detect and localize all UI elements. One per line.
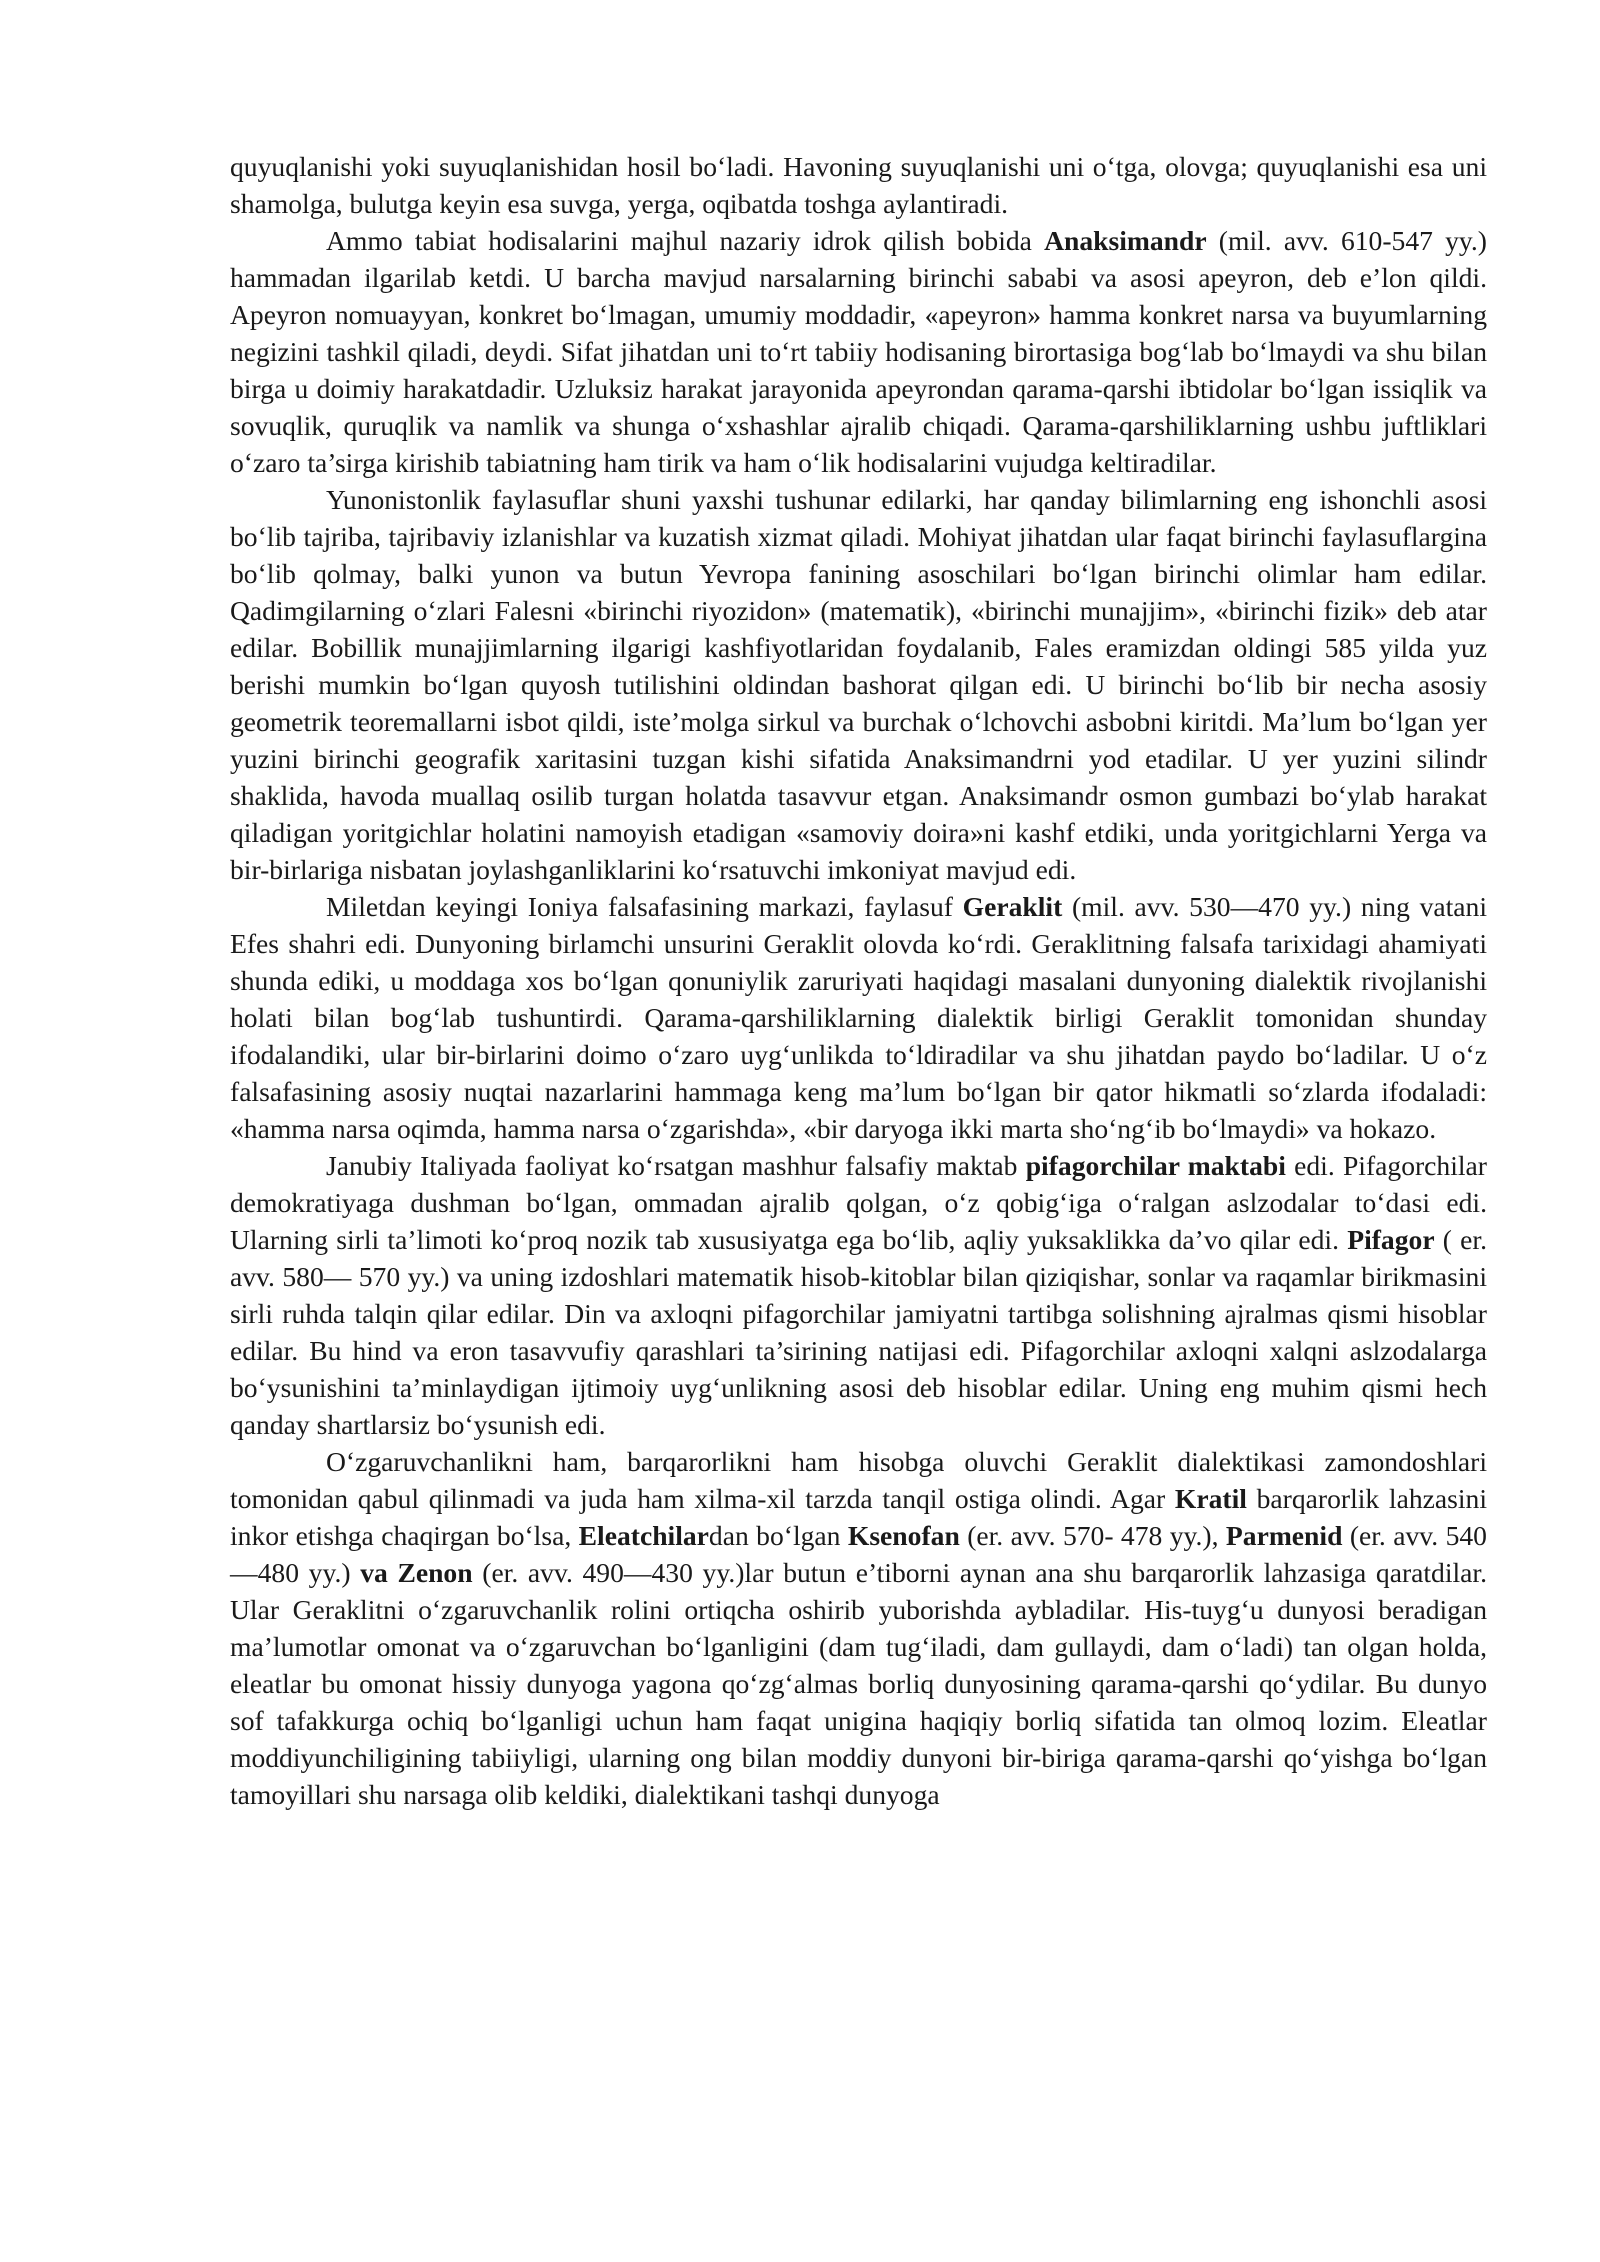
paragraph-text: (mil. avv. 530—470 yy.) ning vatani Efes shahri edi. Dunyoning birlamchi unsurini Geraklit olovda ko‘rdi. Geraklitning falsafa tarixidagi ahamiyati shunda ediki, u moddaga xos bo‘lgan qonuniylik zaruriyati haqidagi masalani dunyoning dialektik rivojlanishi holati bilan bog‘lab tushuntirdi. Qarama-qarshiliklarning dialektik birligi Geraklit tomonidan shunday ifodalandiki, ular bir-birlarini doimo o‘zaro uyg‘unlikda to‘ldiradilar va shu jihatdan paydo bo‘ladilar. U o‘z falsafasining asosiy nuqtai nazarlarini hammaga keng ma’lum bo‘lgan bir qator hikmatli so‘zlarda ifodaladi: «hamma narsa oqimda, hamma narsa o‘zgarishda», «bir daryoga ikki marta sho‘ng‘ib bo‘lmaydi» va hokazo. (230, 891, 1488, 1144)
paragraph-text: Yunonistonlik faylasuflar shuni yaxshi tushunar edilarki, har qanday bilimlarning eng ishonchli asosi bo‘lib tajriba, tajribaviy izlanishlar va kuzatish xizmat qiladi. Mohiyat jihatdan ular faqat birinchi faylasuflargina bo‘lib qolmay, balki yunon va butun Yevropa fanining asoschilari bo‘lgan birinchi olimlar ham edilar. Qadimgilarning o‘zlari Falesni «birinchi riyozidon» (matematik), «birinchi munajjim», «birinchi fizik» deb atar edilar. Bobillik munajjimlarning ilgarigi kashfiyotlaridan foydalanib, Fales eramizdan oldingi 585 yilda yuz berishi mumkin bo‘lgan quyosh tutilishini oldindan bashorat qilgan edi. U birinchi bo‘lib bir necha asosiy geometrik teoremallarni isbot qildi, iste’molga sirkul va burchak o‘lchovchi asbobni kiritdi. Ma’lum bo‘lgan yer yuzini birinchi geografik xaritasini tuzgan kishi sifatida Anaksimandrni yod etadilar. U yer yuzini silindr shaklida, havoda muallaq osilib turgan holatda tasavvur etgan. Anaksimandr osmon gumbazi bo‘ylab harakat qiladigan yoritgichlar holatini namoyish etadigan «samoviy doira»ni kashf etdiki, unda yoritgichlarni Yerga va bir-birlariga nisbatan joylashganliklarini ko‘rsatuvchi imkoniyat mavjud edi. (230, 484, 1487, 885)
paragraph-text: (mil. avv. 610-547 yy.) hammadan ilgarilab ketdi. U barcha mavjud narsalarning birinchi sababi va asosi apeyron, deb e’lon qildi. Apeyron nomuayyan, konkret bo‘lmagan, umumiy moddadir, «apeyron» hamma konkret narsa va buyumlarning negizini tashkil qiladi, deydi. Sifat jihatdan uni to‘rt tabiiy hodisaning birortasiga bog‘lab bo‘lmaydi va shu bilan birga u doimiy harakatdadir. Uzluksiz harakat jarayonida apeyrondan qarama-qarshi ibtidolar bo‘lgan issiqlik va sovuqlik, quruqlik va namlik va shunga o‘xshashlar ajralib chiqadi. Qarama-qarshiliklarning ushbu juftliklari o‘zaro ta’sirga kirishib tabiatning ham tirik va ham o‘lik hodisalarini vujudga keltiradilar. (230, 225, 1487, 478)
bold-term: va Zenon (360, 1557, 473, 1588)
document-page (230, 148, 1487, 1813)
body-paragraph (230, 888, 1487, 1147)
body-paragraph (230, 148, 1487, 222)
paragraph-text: (er. avv. 570- 478 yy.), (959, 1520, 1226, 1551)
paragraph-text: ( er. avv. 580— 570 yy.) va uning izdoshlari matematik hisob-kitoblar bilan qiziqishar, sonlar va raqamlar birikmasini sirli ruhda talqin qilar edilar. Din va axloqni pifagorchilar jamiyatni tartibga solishning ajralmas qismi hisoblar edilar. Bu hind va eron tasavvufiy qarashlari ta’sirining natijasi edi. Pifagorchilar axloqni xalqni aslzodalarga bo‘ysunishini ta’minlaydigan ijtimoiy uyg‘unlikning asosi deb hisoblar edilar. Uning eng muhim qismi hech qanday shartlarsiz bo‘ysunish edi. (230, 1224, 1487, 1440)
paragraph-text: edi. Pifagorchilar demokratiyaga dushman bo‘lgan, ommadan ajralib qolgan, o‘z qobig‘iga o‘ralgan aslzodalar to‘dasi edi. Ularning sirli ta’limoti ko‘proq nozik tab xususiyatga ega bo‘lib, aqliy yuksaklikka da’vo qilar edi. (230, 1150, 1487, 1255)
bold-term: Anaksimandr (1044, 225, 1207, 256)
paragraph-text: quyuqlanishi yoki suyuqlanishidan hosil bo‘ladi. Havoning suyuqlanishi uni o‘tga, olovga; quyuqlanishi esa uni shamolga, bulutga keyin esa suvga, yerga, oqibatda toshga aylantiradi. (230, 151, 1487, 219)
paragraph-text: (er. avv. 490—430 yy.)lar butun e’tiborni aynan ana shu barqarorlik lahzasiga qaratdilar. Ular Geraklitni o‘zgaruvchanlik rolini ortiqcha oshirib yuborishda aybladilar. His-tuyg‘u dunyosi beradigan ma’lumotlar omonat va o‘zgaruvchan bo‘lganligini (dam tug‘iladi, dam gullaydi, dam o‘ladi) tan olgan holda, eleatlar bu omonat hissiy dunyoga yagona qo‘zg‘almas borliq dunyosining qarama-qarshi qo‘ydilar. Bu dunyo sof tafakkurga ochiq bo‘lganligi uchun ham faqat unigina haqiqiy borliq sifatida tan olmoq lozim. Eleatlar moddiyunchiligining tabiiyligi, ularning ong bilan moddiy dunyoni bir-biriga qarama-qarshi qo‘yishga bo‘lgan tamoyillari shu narsaga olib keldiki, dialektikani tashqi dunyoga (230, 1557, 1487, 1810)
bold-term: Eleatchilar (578, 1520, 709, 1551)
paragraph-text: barqarorlik lahzasini inkor etishga chaqirgan bo‘lsa, (230, 1483, 1487, 1551)
body-paragraph (230, 1443, 1487, 1813)
body-paragraph (230, 222, 1487, 481)
bold-term: Kratil (1174, 1483, 1247, 1514)
paragraph-text: Janubiy Italiyada faoliyat ko‘rsatgan mashhur falsafiy maktab (326, 1150, 1026, 1181)
bold-term: Ksenofan (847, 1520, 960, 1551)
paragraph-text: O‘zgaruvchanlikni ham, barqarorlikni ham hisobga oluvchi Geraklit dialektikasi zamondoshlari tomonidan qabul qilinmadi va juda ham xilma-xil tarzda tanqil ostiga olindi. Agar (230, 1446, 1487, 1514)
paragraph-text: dan bo‘lgan (708, 1520, 848, 1551)
paragraph-text: (er. avv. 540—480 yy.) (230, 1520, 1487, 1588)
bold-term: Parmenid (1225, 1520, 1343, 1551)
bold-term: pifagorchilar maktabi (1025, 1150, 1286, 1181)
body-paragraph (230, 481, 1487, 888)
body-paragraph (230, 1147, 1487, 1443)
bold-term: Geraklit (962, 891, 1063, 922)
paragraph-text: Miletdan keyingi Ioniya falsafasining markazi, faylasuf (326, 891, 963, 922)
paragraph-text: Ammo tabiat hodisalarini majhul nazariy idrok qilish bobida (326, 225, 1045, 256)
bold-term: Pifagor (1347, 1224, 1435, 1255)
